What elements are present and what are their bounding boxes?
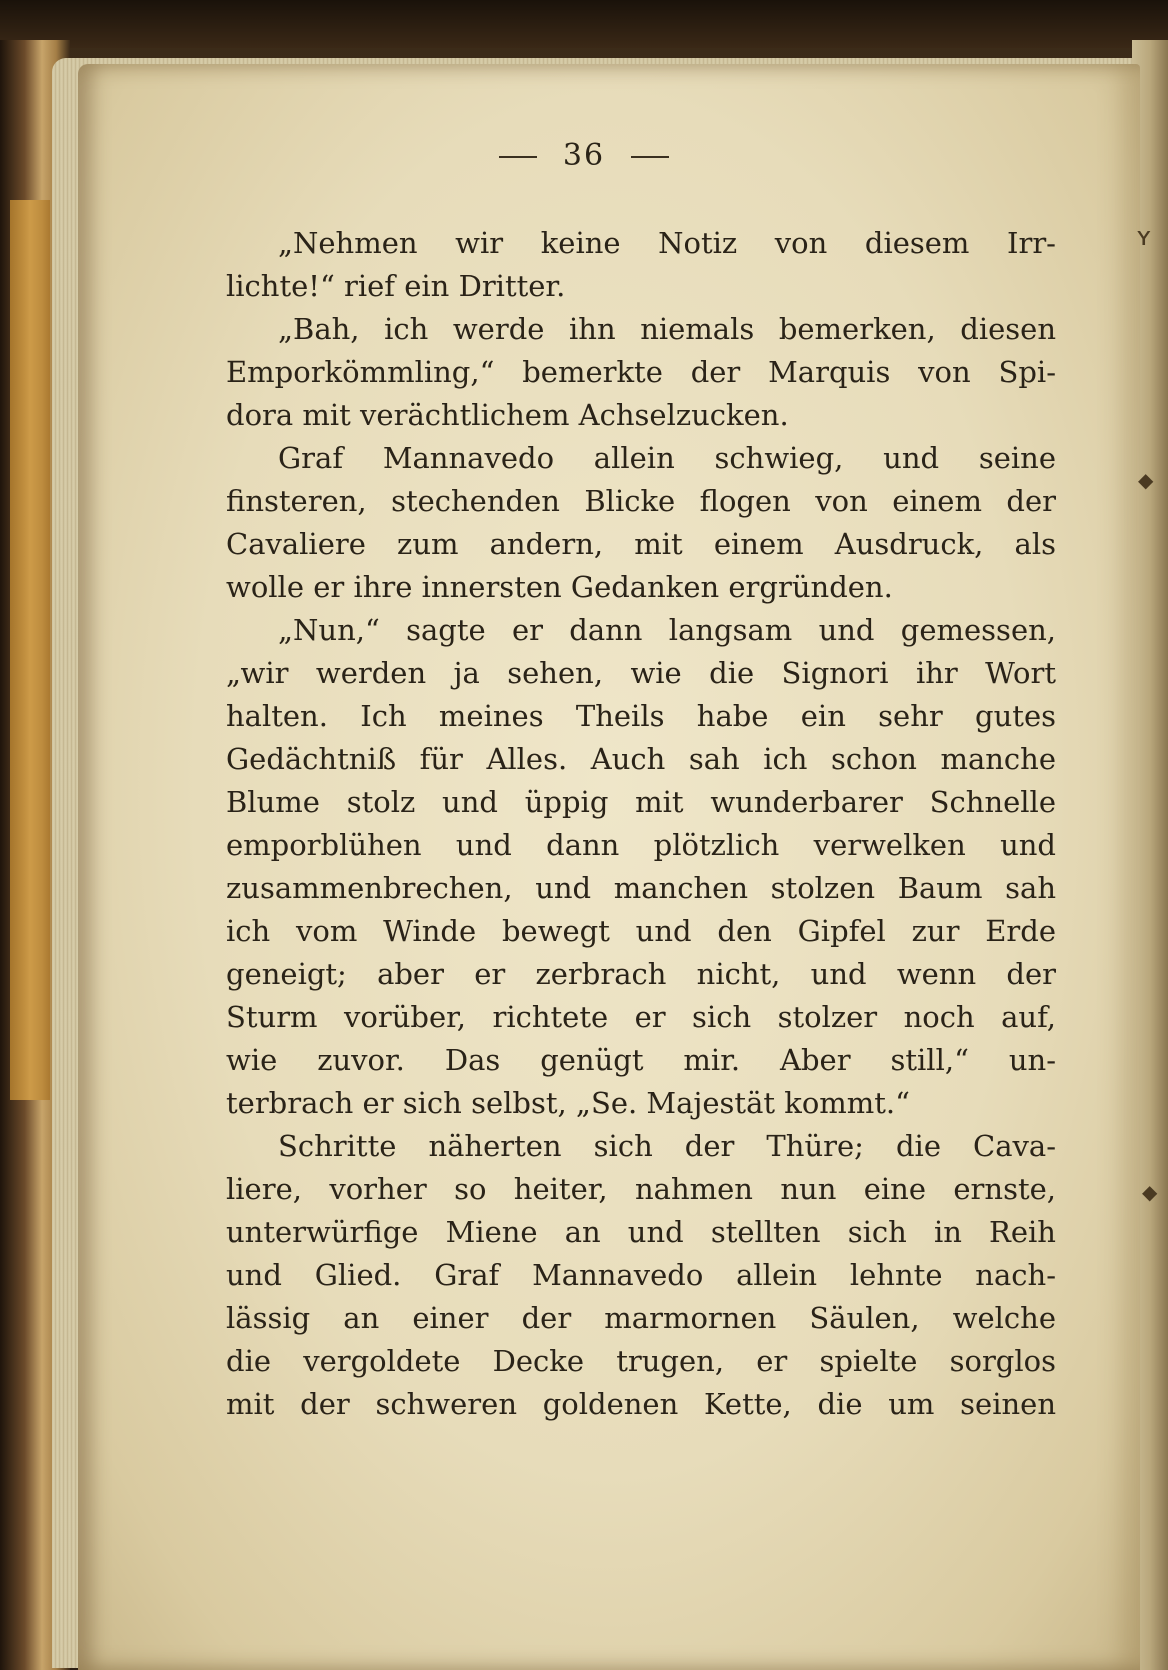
margin-mark-icon: ʏ <box>1136 222 1152 252</box>
text-line: wie zuvor. Das genügt mir. Aber still,“ un- <box>226 1043 1056 1077</box>
binding-tape <box>10 200 50 1100</box>
text-line: liere, vorher so heiter, nahmen nun eine ernste, <box>226 1172 1056 1206</box>
text-line: Schritte näherten sich der Thüre; die Cava- <box>278 1129 1056 1163</box>
text-line: lichte!“ rief ein Dritter. <box>226 269 566 303</box>
text-line: ich vom Winde bewegt und den Gipfel zur Erde <box>226 914 1056 948</box>
text-line: emporblühen und dann plötzlich verwelken und <box>226 828 1056 862</box>
text-line: Sturm vorüber, richtete er sich stolzer noch auf, <box>226 1000 1056 1034</box>
text-line: unterwürfige Miene an und stellten sich in Reih <box>226 1215 1056 1249</box>
text-line: die vergoldete Decke trugen, er spielte sorglos <box>226 1344 1056 1378</box>
text-line: und Glied. Graf Mannavedo allein lehnte nach- <box>226 1258 1056 1292</box>
book-cover-top-edge <box>0 0 1168 48</box>
margin-mark-icon: ◆ <box>1138 468 1154 492</box>
text-line: „Nehmen wir keine Notiz von diesem Irr- <box>278 226 1056 260</box>
text-line: halten. Ich meines Theils habe ein sehr gutes <box>226 699 1056 733</box>
text-line: Graf Mannavedo allein schwieg, und seine <box>278 441 1056 475</box>
text-line: „wir werden ja sehen, wie die Signori ihr Wort <box>226 656 1056 690</box>
text-line: „Nun,“ sagte er dann langsam und gemessen, <box>278 613 1056 647</box>
margin-mark-icon: ◆ <box>1142 1180 1158 1204</box>
page-number: 36 <box>562 138 606 173</box>
page-header <box>0 138 1168 173</box>
text-line: Blume stolz und üppig mit wunderbarer Schnelle <box>226 785 1056 819</box>
text-line: lässig an einer der marmornen Säulen, welche <box>226 1301 1056 1335</box>
text-line: terbrach er sich selbst, „Se. Majestät kommt.“ <box>226 1086 910 1120</box>
text-line: finsteren, stechenden Blicke flogen von einem der <box>226 484 1056 518</box>
text-line: dora mit verächtlichem Achselzucken. <box>226 398 789 432</box>
text-line: Cavaliere zum andern, mit einem Ausdruck, als <box>226 527 1056 561</box>
text-line: Emporkömmling,“ bemerkte der Marquis von Spi- <box>226 355 1056 389</box>
text-line: Gedächtniß für Alles. Auch sah ich schon manche <box>226 742 1056 776</box>
header-dash-left <box>499 156 537 158</box>
text-line: geneigt; aber er zerbrach nicht, und wenn der <box>226 957 1056 991</box>
text-line: wolle er ihre innersten Gedanken ergründen. <box>226 570 893 604</box>
text-line: „Bah, ich werde ihn niemals bemerken, diesen <box>278 312 1056 346</box>
header-dash-right <box>631 156 669 158</box>
text-line: zusammenbrechen, und manchen stolzen Baum sah <box>226 871 1056 905</box>
text-line: mit der schweren goldenen Kette, die um seinen <box>226 1387 1056 1421</box>
body-text <box>226 222 1056 1426</box>
